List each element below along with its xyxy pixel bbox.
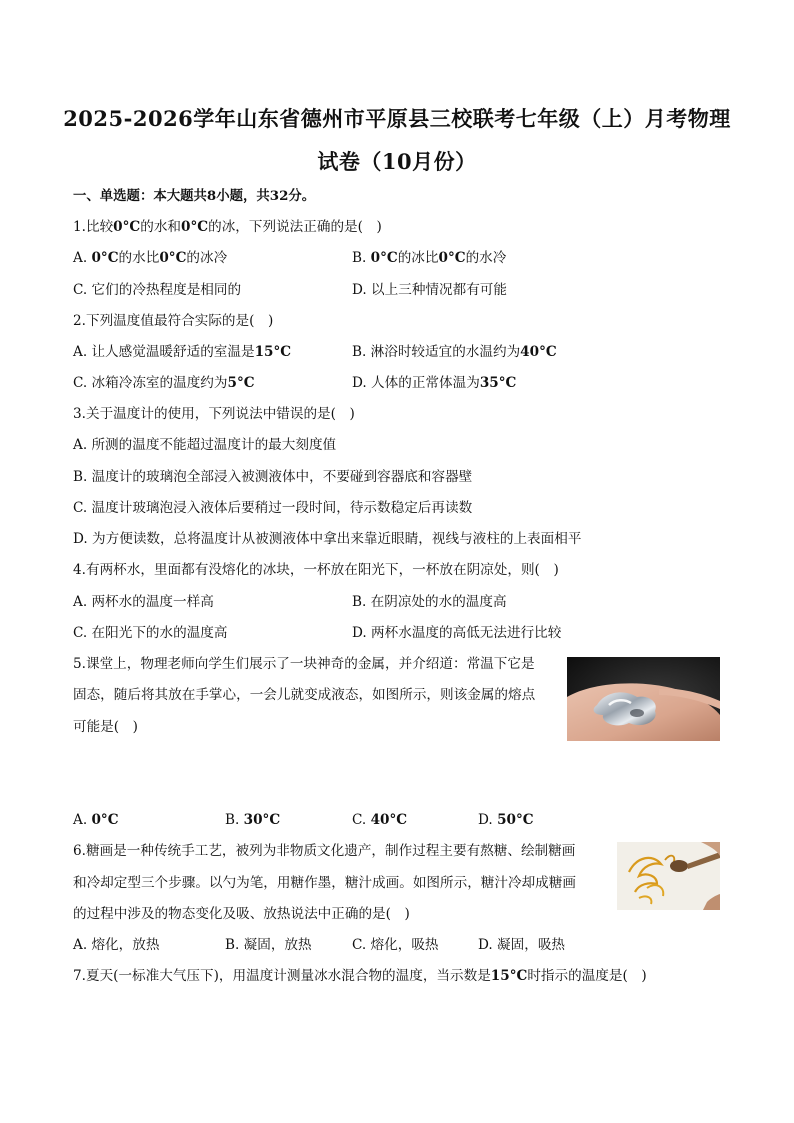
q5-math: 0°C <box>91 812 119 828</box>
question-6-option-c: C. 熔化，吸热 <box>352 937 439 953</box>
q5-math: 40°C <box>370 812 408 828</box>
question-4-stem: 4.有两杯水，里面都有没熔化的冰块，一杯放在阳光下，一杯放在阴凉处，则( ) <box>73 562 559 578</box>
option-text: D. 人体的正常体温为 <box>352 375 480 391</box>
question-6-stem-line3: 的过程中涉及的物态变化及吸、放热说法中正确的是( ) <box>73 906 410 922</box>
q1-text: 的水和 <box>140 219 182 235</box>
question-3-option-a: A. 所测的温度不能超过温度计的最大刻度值 <box>73 437 337 453</box>
q7-text: 7.夏天(一标准大气压下)，用温度计测量冰水混合物的温度，当示数是 <box>73 968 491 984</box>
option-letter: B. <box>352 250 371 266</box>
option-letter: D. <box>478 812 498 828</box>
question-6-stem-line2: 和冷却定型三个步骤。以勺为笔，用糖作墨，糖汁成画。如图所示，糖汁冷却成糖画 <box>73 875 576 891</box>
option-text: B. 淋浴时较适宜的水温约为 <box>352 344 521 360</box>
option-text: 的冰冷 <box>186 250 228 266</box>
q7-text: 时指示的温度是( ) <box>527 968 647 984</box>
question-2-option-b <box>352 343 557 361</box>
question-2-option-c <box>73 374 255 392</box>
question-5-stem-line1: 5.课堂上，物理老师向学生们展示了一块神奇的金属，并介绍道：常温下它是 <box>73 656 535 672</box>
q1-math: 0°C <box>181 219 209 235</box>
question-2-option-a <box>73 343 291 361</box>
question-6-option-d: D. 凝固，吸热 <box>478 937 566 953</box>
q7-math: 15°C <box>490 968 528 984</box>
q1-math: 0°C <box>159 250 187 266</box>
question-4-option-b: B. 在阴凉处的水的温度高 <box>352 594 507 610</box>
q1-math: 0°C <box>370 250 398 266</box>
question-2-stem: 2.下列温度值最符合实际的是( ) <box>73 313 274 329</box>
option-letter: C. <box>352 812 371 828</box>
question-1-stem <box>73 218 382 236</box>
question-4-option-d: D. 两杯水温度的高低无法进行比较 <box>352 625 562 641</box>
section-header-single-choice: 一、单选题：本大题共8小题，共32分。 <box>73 188 316 204</box>
question-3-option-b: B. 温度计的玻璃泡全部浸入被测液体中，不要碰到容器底和容器壁 <box>73 469 473 485</box>
q1-math: 0°C <box>438 250 466 266</box>
q1-math: 0°C <box>113 219 141 235</box>
q2-math: 35°C <box>479 375 517 391</box>
option-text: 的水冷 <box>465 250 507 266</box>
question-6-option-b: B. 凝固，放热 <box>225 937 312 953</box>
q5-math: 30°C <box>243 812 281 828</box>
question-5-option-c <box>352 811 407 829</box>
question-1-option-d: D. 以上三种情况都有可能 <box>352 282 507 298</box>
question-7-stem <box>73 967 647 985</box>
sugar-painting-image <box>617 842 720 910</box>
option-text: C. 冰箱冷冻室的温度约为 <box>73 375 228 391</box>
question-1-option-c: C. 它们的冷热程度是相同的 <box>73 282 242 298</box>
question-3-option-d: D. 为方便读数，总将温度计从被测液体中拿出来靠近眼睛，视线与液柱的上表面相平 <box>73 531 582 547</box>
option-letter: A. <box>73 812 92 828</box>
question-5-option-b <box>225 811 280 829</box>
q1-text: 的冰，下列说法正确的是( ) <box>208 219 382 235</box>
liquid-metal-in-palm-image <box>567 657 720 741</box>
question-5-stem-line3: 可能是( ) <box>73 719 138 735</box>
option-letter: B. <box>225 812 244 828</box>
option-letter: A. <box>73 250 92 266</box>
question-6-option-a: A. 熔化，放热 <box>73 937 160 953</box>
option-text: 的冰比 <box>397 250 439 266</box>
question-5-option-a <box>73 811 119 829</box>
question-1-option-a <box>73 249 227 267</box>
question-1-option-b <box>352 249 506 267</box>
q2-math: 40°C <box>520 344 557 360</box>
question-2-option-d <box>352 374 516 392</box>
q1-math: 0°C <box>91 250 119 266</box>
exam-title-line2: 试卷（10月份） <box>317 149 477 174</box>
question-5-stem-line2: 固态，随后将其放在手掌心，一会儿就变成液态，如图所示，则该金属的熔点 <box>73 687 536 703</box>
q1-text: 1.比较 <box>73 219 114 235</box>
option-text: 的水比 <box>118 250 160 266</box>
option-text: A. 让人感觉温暖舒适的室温是 <box>73 344 255 360</box>
question-4-option-a: A. 两杯水的温度一样高 <box>73 594 214 610</box>
question-4-option-c: C. 在阳光下的水的温度高 <box>73 625 228 641</box>
question-5-option-d <box>478 811 534 829</box>
question-3-option-c: C. 温度计玻璃泡浸入液体后要稍过一段时间，待示数稳定后再读数 <box>73 500 473 516</box>
exam-title-line1: 2025-2026学年山东省德州市平原县三校联考七年级（上）月考物理 <box>63 106 731 131</box>
q2-math: 15°C <box>254 344 292 360</box>
question-6-stem-line1: 6.糖画是一种传统手工艺，被列为非物质文化遗产，制作过程主要有熬糖、绘制糖画 <box>73 843 576 859</box>
q2-math: 5°C <box>227 375 255 391</box>
question-3-stem: 3.关于温度计的使用，下列说法中错误的是( ) <box>73 406 355 422</box>
q5-math: 50°C <box>497 812 534 828</box>
